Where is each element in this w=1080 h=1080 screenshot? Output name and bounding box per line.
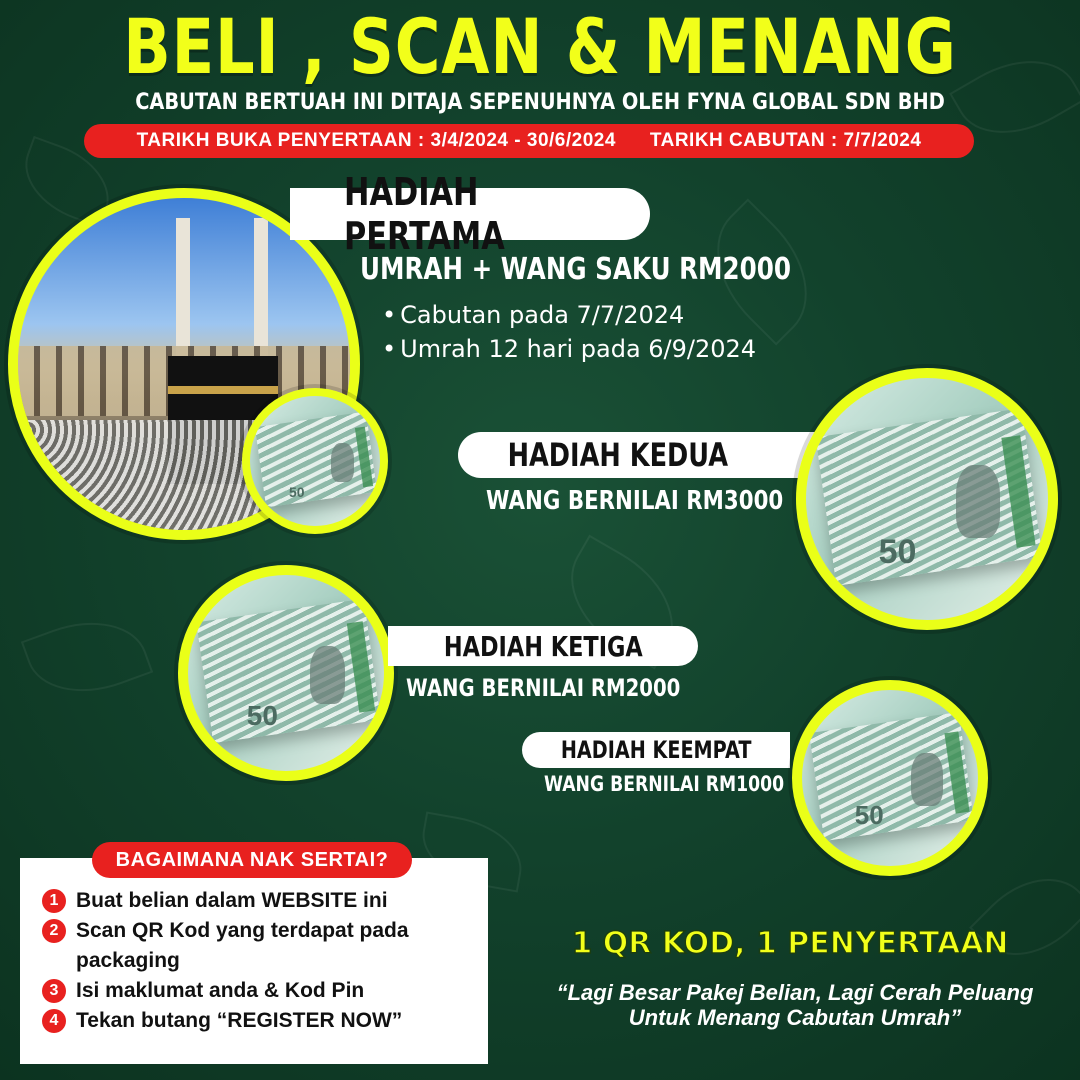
step-number: 3 [42, 979, 66, 1003]
prize-details-first [382, 298, 756, 366]
prize-subtitle-second: WANG BERNILAI RM3000 [486, 486, 784, 516]
sponsor-line: CABUTAN BERTUAH INI DITAJA SEPENUHNYA OLEH FYNA GLOBAL SDN BHD [135, 90, 945, 115]
draw-date: TARIKH CABUTAN : 7/7/2024 [649, 130, 922, 151]
qr-entry-title: 1 QR KOD, 1 PENYERTAAN [571, 926, 1009, 961]
detail-item: • Cabutan pada 7/7/2024 [382, 298, 756, 332]
leaf-decoration [21, 603, 153, 712]
prize-title-fourth: HADIAH KEEMPAT [522, 732, 790, 768]
step-item [42, 886, 482, 916]
step-text: Buat belian dalam WEBSITE ini [76, 889, 388, 912]
prize-subtitle-third: WANG BERNILAI RM2000 [406, 674, 681, 702]
slogan-quote: “Lagi Besar Pakej Belian, Lagi Cerah Peluang Untuk Menang Cabutan Umrah” [556, 980, 1034, 1030]
prize-title-third: HADIAH KETIGA [388, 626, 698, 666]
step-item [42, 976, 482, 1006]
step-text: Tekan butang “REGISTER NOW” [76, 1009, 403, 1032]
banknote-image-third: 50 [178, 565, 394, 781]
step-number: 4 [42, 1009, 66, 1033]
banknote-image-small: 50 [242, 388, 388, 534]
banknote-image-fourth: 50 [792, 680, 988, 876]
step-text: Scan QR Kod yang terdapat pada packaging [76, 919, 409, 972]
step-item [42, 916, 482, 976]
prize-subtitle-first: UMRAH + WANG SAKU RM2000 [360, 252, 791, 287]
detail-item: • Umrah 12 hari pada 6/9/2024 [382, 332, 756, 366]
banknote-image-second: 50 [796, 368, 1058, 630]
prize-subtitle-fourth: WANG BERNILAI RM1000 [544, 772, 785, 796]
prize-title-second: HADIAH KEDUA [458, 432, 818, 478]
headline: BELI , SCAN & MENANG [123, 2, 957, 91]
step-number: 1 [42, 889, 66, 913]
date-bar [84, 124, 974, 158]
step-text: Isi maklumat anda & Kod Pin [76, 979, 365, 1002]
howto-title: BAGAIMANA NAK SERTAI? [92, 842, 412, 878]
step-item [42, 1006, 482, 1036]
prize-title-first: HADIAH PERTAMA [290, 188, 650, 240]
howto-steps [42, 886, 482, 1036]
leaf-decoration [969, 854, 1080, 980]
step-number: 2 [42, 919, 66, 943]
entry-period: TARIKH BUKA PENYERTAAN : 3/4/2024 - 30/6/2024 [136, 130, 616, 151]
